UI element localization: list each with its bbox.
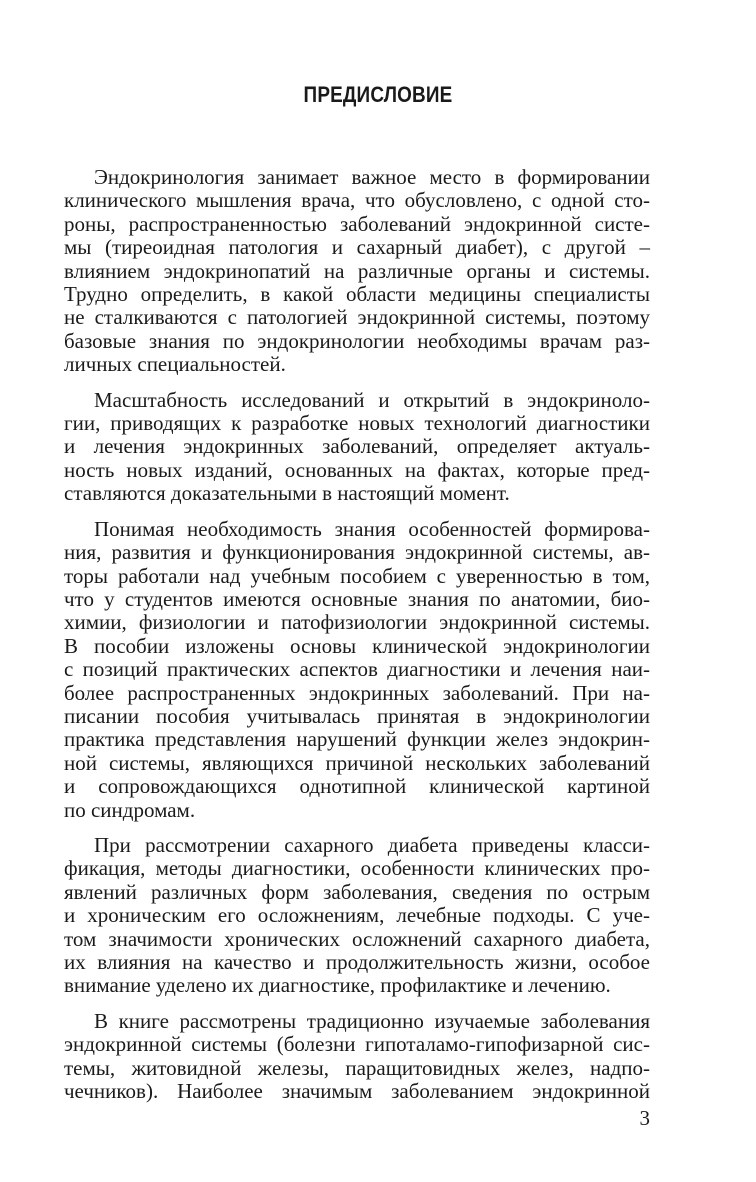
- text-line: писании пособия учитывалась принятая в эндокринологии: [64, 703, 650, 728]
- text-line: чечников). Наиболее значимым заболеванием эндокринной: [64, 1079, 650, 1104]
- text-line: влиянием эндокринопатий на различные органы и системы.: [64, 258, 650, 283]
- text-line: и сопровождающихся однотипной клинической картиной: [64, 774, 650, 799]
- page-number: 3: [639, 1106, 650, 1130]
- text-line: темы, житовидной железы, паращитовидных желез, надпо-: [64, 1055, 650, 1080]
- text-line: торы работали над учебным пособием с уверенностью в том,: [64, 563, 650, 588]
- text-line: В книге рассмотрены традиционно изучаемые заболевания: [94, 1008, 650, 1033]
- text-line: фикация, методы диагностики, особенности клинических про-: [64, 856, 650, 881]
- paragraph: [64, 518, 650, 822]
- text-line: Эндокринология занимает важное место в формировании: [94, 165, 650, 189]
- text-line: химии, физиологии и патофизиологии эндокринной системы.: [64, 610, 650, 635]
- text-line: роны, распространенностью заболеваний эндокринной систе-: [64, 211, 650, 236]
- text-line: В пособии изложены основы клинической эндокринологии: [64, 633, 650, 658]
- paragraph-text: [64, 389, 650, 506]
- text-line: ность новых изданий, основанных на фактах, которые пред-: [64, 457, 650, 482]
- paragraph: [64, 166, 650, 377]
- text-line: гии, приводящих к разработке новых технологий диагностики: [64, 411, 650, 436]
- text-line: с позиций практических аспектов диагностики и лечения наи-: [64, 657, 650, 682]
- text-line: базовые знания по эндокринологии необходимы врачам раз-: [64, 328, 650, 353]
- text-line: Трудно определить, в какой области медицины специалисты: [64, 282, 650, 307]
- text-line: и лечения эндокринных заболеваний, определяет актуаль-: [64, 434, 650, 459]
- text-line: более распространенных эндокринных заболеваний. При на-: [64, 680, 650, 705]
- paragraph-text: [64, 1010, 650, 1104]
- paragraph-text: [64, 166, 650, 377]
- text-line: ния, развития и функционирования эндокринной системы, ав-: [64, 540, 650, 565]
- text-line: Масштабность исследований и открытий в эндокриноло-: [94, 387, 650, 412]
- text-line: практика представления нарушений функции желез эндокрин-: [64, 727, 650, 752]
- text-line: ставляются доказательными в настоящий момент.: [64, 481, 510, 506]
- text-line: личных специальностей.: [64, 352, 286, 377]
- text-line: том значимости хронических осложнений сахарного диабета,: [64, 926, 650, 951]
- text-line: внимание уделено их диагностике, профилактике и лечению.: [64, 973, 611, 998]
- text-line: что у студентов имеются основные знания по анатомии, био-: [64, 586, 650, 611]
- text-line: Понимая необходимость знания особенностей формирова-: [94, 516, 650, 541]
- text-line: не сталкиваются с патологией эндокринной системы, поэтому: [64, 305, 650, 330]
- text-line: явлений различных форм заболевания, сведения по острым: [64, 879, 650, 904]
- text-line: клинического мышления врача, что обусловлено, с одной сто-: [64, 188, 650, 213]
- paragraph: [64, 389, 650, 506]
- text-line: их влияния на качество и продолжительность жизни, особое: [64, 950, 650, 974]
- text-line: эндокринной системы (болезни гипоталамо-гипофизарной сис-: [64, 1032, 650, 1057]
- paragraph: [64, 834, 650, 998]
- text-line: мы (тиреоидная патология и сахарный диабет), с другой –: [64, 235, 650, 260]
- paragraph-text: [64, 518, 650, 822]
- paragraph: [64, 1010, 650, 1104]
- text-line: и хроническим его осложнениям, лечебные подходы. С уче-: [64, 903, 650, 928]
- text-line: по синдромам.: [64, 797, 196, 822]
- page-body: [64, 166, 650, 1115]
- text-line: При рассмотрении сахарного диабета приведены класси-: [94, 832, 650, 857]
- page-title: ПРЕДИСЛОВИЕ: [303, 82, 453, 107]
- paragraph-text: [64, 834, 650, 998]
- text-line: ной системы, являющихся причиной нескольких заболеваний: [64, 750, 650, 775]
